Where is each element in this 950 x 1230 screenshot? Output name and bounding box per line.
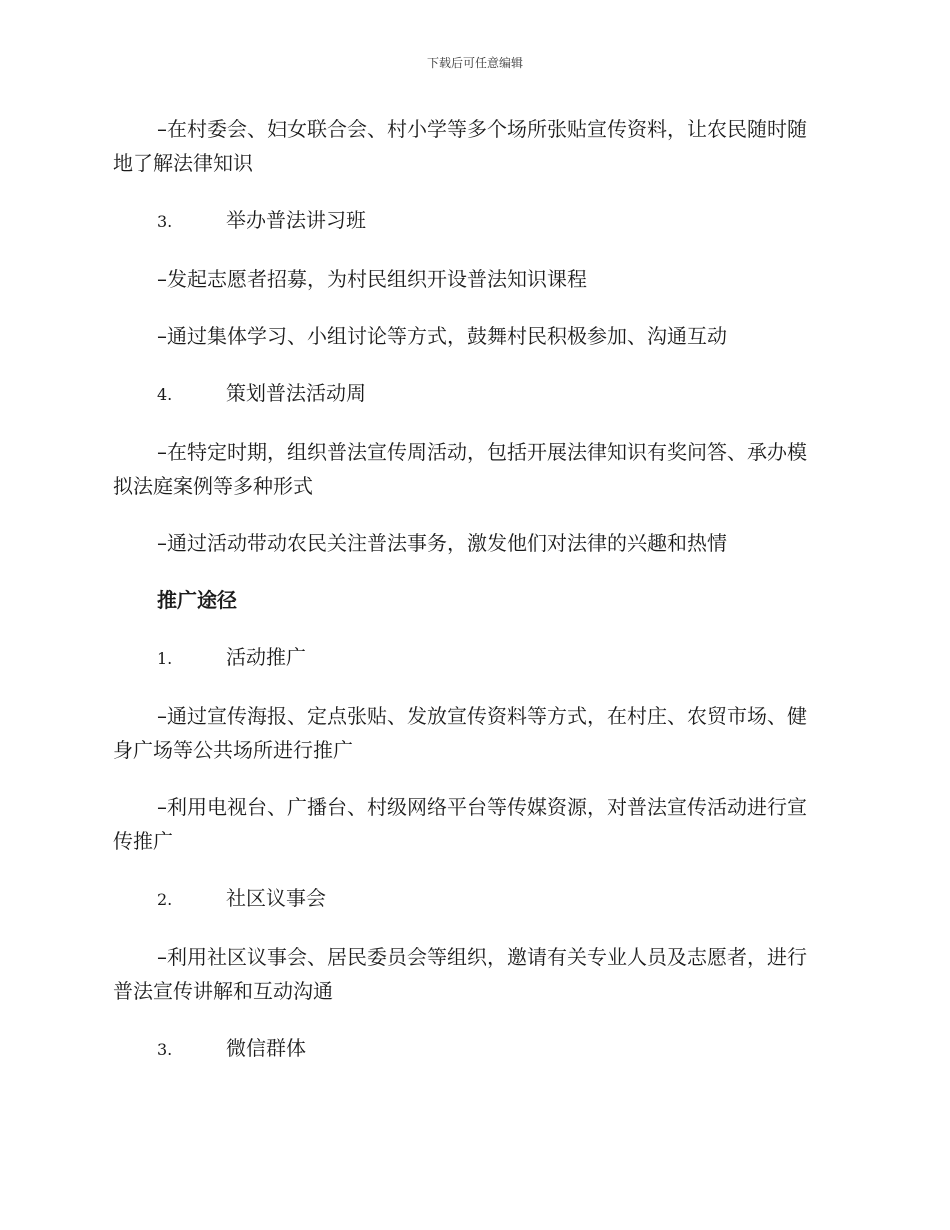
header-note: 下载后可任意编辑 xyxy=(426,56,523,70)
numbered-item xyxy=(113,640,825,676)
item-title: 活动推广 xyxy=(226,645,306,669)
numbered-item xyxy=(113,203,825,239)
item-number: 1. xyxy=(157,649,173,668)
paragraph: –通过宣传海报、定点张贴、发放宣传资料等方式，在村庄、农贸市场、健身广场等公共场所进行推广 xyxy=(113,704,807,762)
paragraph: –利用社区议事会、居民委员会等组织，邀请有关专业人员及志愿者，进行普法宣传讲解和互动沟通 xyxy=(113,945,807,1003)
paragraph: –发起志愿者招募，为村民组织开设普法知识课程 xyxy=(157,267,587,291)
paragraph: –在村委会、妇女联合会、村小学等多个场所张贴宣传资料，让农民随时随地了解法律知识 xyxy=(113,117,807,175)
numbered-item xyxy=(113,881,825,917)
paragraph: –通过集体学习、小组讨论等方式，鼓舞村民积极参加、沟通互动 xyxy=(157,324,727,348)
item-number: 3. xyxy=(157,212,173,231)
item-title: 社区议事会 xyxy=(226,886,326,910)
numbered-item xyxy=(113,1031,825,1067)
item-title: 策划普法活动周 xyxy=(226,381,366,405)
item-number: 3. xyxy=(157,1040,173,1059)
document-body xyxy=(113,112,825,1067)
item-title: 微信群体 xyxy=(226,1036,306,1060)
item-title: 举办普法讲习班 xyxy=(226,208,366,232)
item-number: 2. xyxy=(157,890,173,909)
paragraph: –利用电视台、广播台、村级网络平台等传媒资源，对普法宣传活动进行宣传推广 xyxy=(113,795,807,853)
item-number: 4. xyxy=(157,385,173,404)
section-heading: 推广途径 xyxy=(157,588,237,612)
numbered-item xyxy=(113,376,825,412)
paragraph: –在特定时期，组织普法宣传周活动，包括开展法律知识有奖问答、承办模拟法庭案例等多种形式 xyxy=(113,440,807,498)
paragraph: –通过活动带动农民关注普法事务，激发他们对法律的兴趣和热情 xyxy=(157,531,727,555)
